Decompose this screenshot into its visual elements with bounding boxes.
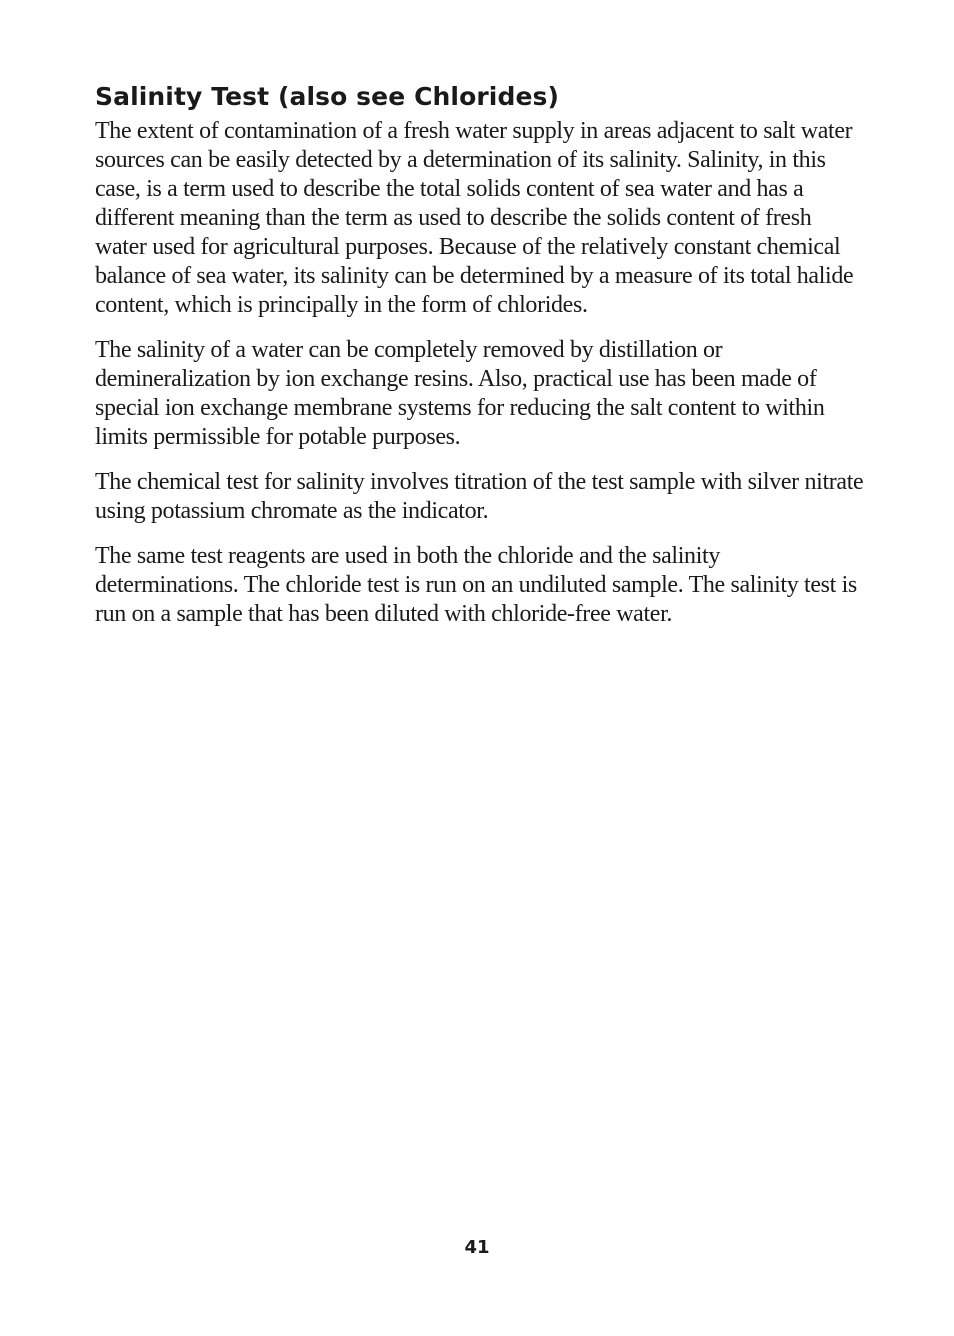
page-content — [95, 80, 865, 645]
section-heading: Salinity Test (also see Chlorides) — [95, 82, 560, 111]
page-number: 41 — [464, 1237, 490, 1258]
paragraph-contamination: The extent of contamination of a fresh water supply in areas adjacent to salt water sources can be easily detected by a determination of its salinity. Salinity, in this case, is a term used to describe the total solids content of sea water and has a different meaning than the term as used to describe the solids content of fresh water used for agricultural purposes. Because of the relatively constant chemical balance of sea water, its salinity can be determined by a measure of its total halide content, which is principally in the form of chlorides. — [95, 118, 854, 318]
paragraph-chemical-test: The chemical test for salinity involves titration of the test sample with silver nitrate using potassium chromate as the indicator. — [95, 469, 864, 524]
paragraph-reagents: The same test reagents are used in both the chloride and the salinity determinations. The chloride test is run on an undiluted sample. The salinity test is run on a sample that has been diluted with chloride-free water. — [95, 543, 857, 627]
paragraph-removal: The salinity of a water can be completely removed by distillation or demineralization by ion exchange resins. Also, practical use has been made of special ion exchange membrane systems for reducing the salt content to within limits permissible for potable purposes. — [95, 337, 825, 450]
